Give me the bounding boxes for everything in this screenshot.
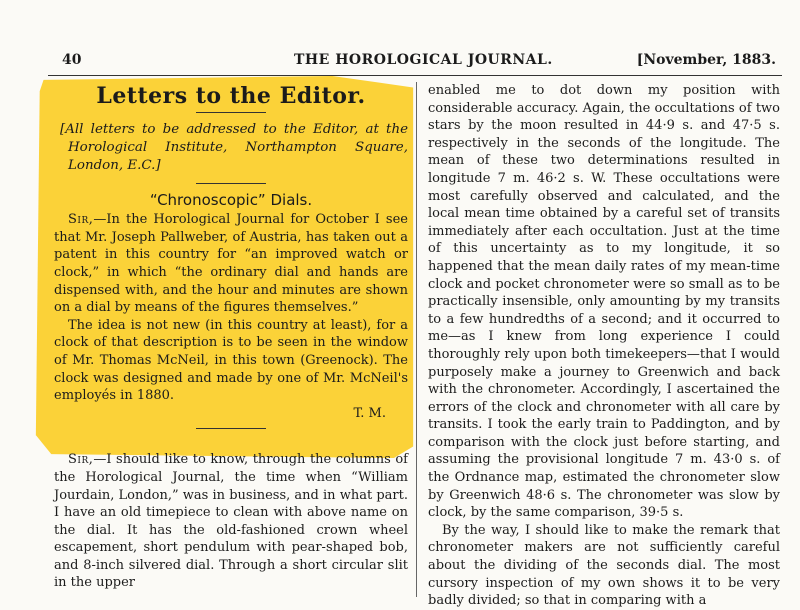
letter1-paragraph1 [54,211,408,317]
salutation-2: Sir, [68,452,94,468]
right-paragraph2: By the way, I should like to make the remark that chronometer makers are not sufficiently careful about the dividing of the seconds dial. The most cursory inspection of my own shows it to be very badly divided; so that in comparing with a [428,522,780,609]
letter-title: “Chronoscopic” Dials. [149,190,313,209]
salutation: Sir, [68,212,94,228]
right-paragraph1: enabled me to dot down my position with considerable accuracy. Again, the occultations of two stars by the moon resulted in 44·9 s. and 47·5 s. respectively in the seconds of the longitude. The mean of these two determinations resulted in longitude 7 m. 46·2 s. W. These occultations were most carefully observed and calculated, and the local mean time obtained by a careful set of transits immediately after each occultation. Just at the time of this uncertainty as to my longitude, it so happened that the mean daily rates of my mean-time clock and pocket chronometer were so small as to be practically insensible, only amounting by my transits to a few hundredths of a second; and it occurred to me—as I knew from long experience I could thoroughly rely upon both timekeepers—that I would purposely make a journey to Greenwich and back with the chronometer. Accordingly, I ascertained the errors of the clock and chronometer with all care by transits. I took the early train to Paddington, and by comparison with the clock just before starting, and assuming the provisional longitude 7 m. 43·0 s. of the Ordnance map, estimated the chronometer slow by Greenwich 48·6 s. The chronometer was slow by clock, by the same comparison, 39·5 s. [428,83,780,521]
running-header [62,52,776,72]
address-note: [All letters to be addressed to the Editor, at the Horological Institute, Northampton Square, London, E.C.] [60,121,408,173]
left-column [54,82,408,592]
letter1-body: —In the Horological Journal for October I see that Mr. Joseph Pallweber, of Austria, has taken out a patent in this country for “an improved watch or clock,” in which “the ordinary dial and hands are dispensed with, and the hour and minutes are shown on a dial by means of the figures themselves.” [54,212,408,316]
letter1-paragraph2: The idea is not new (in this country at least), for a clock of that description is to be seen in the window of Mr. Thomas McNeil, in this town (Greenock). The clock was designed and made by one of Mr. McNeil's employés in 1880. [54,317,408,404]
journal-title: THE HOROLOGICAL JOURNAL. [294,52,553,68]
header-rule [48,75,782,76]
note-rule [196,183,266,184]
right-column [428,82,780,610]
signature: T. M. [353,405,386,421]
column-divider [416,82,417,597]
letter-rule [196,428,266,429]
issue-date: [November, 1883. [636,52,776,68]
title-rule [196,112,266,113]
letter2-body: —I should like to know, through the columns of the Horological Journal, the time when “William Jourdain, London,” was in business, and in what part. I have an old timepiece to clean with above name on the dial. It has the old-fashioned crown wheel escapement, short pendulum with pear-shaped bob, and 8-inch silvered dial. Through a short circular slit in the upper [54,452,408,591]
letter2-paragraph [54,451,408,592]
section-title: Letters to the Editor. [96,83,366,109]
page-number: 40 [62,52,82,68]
